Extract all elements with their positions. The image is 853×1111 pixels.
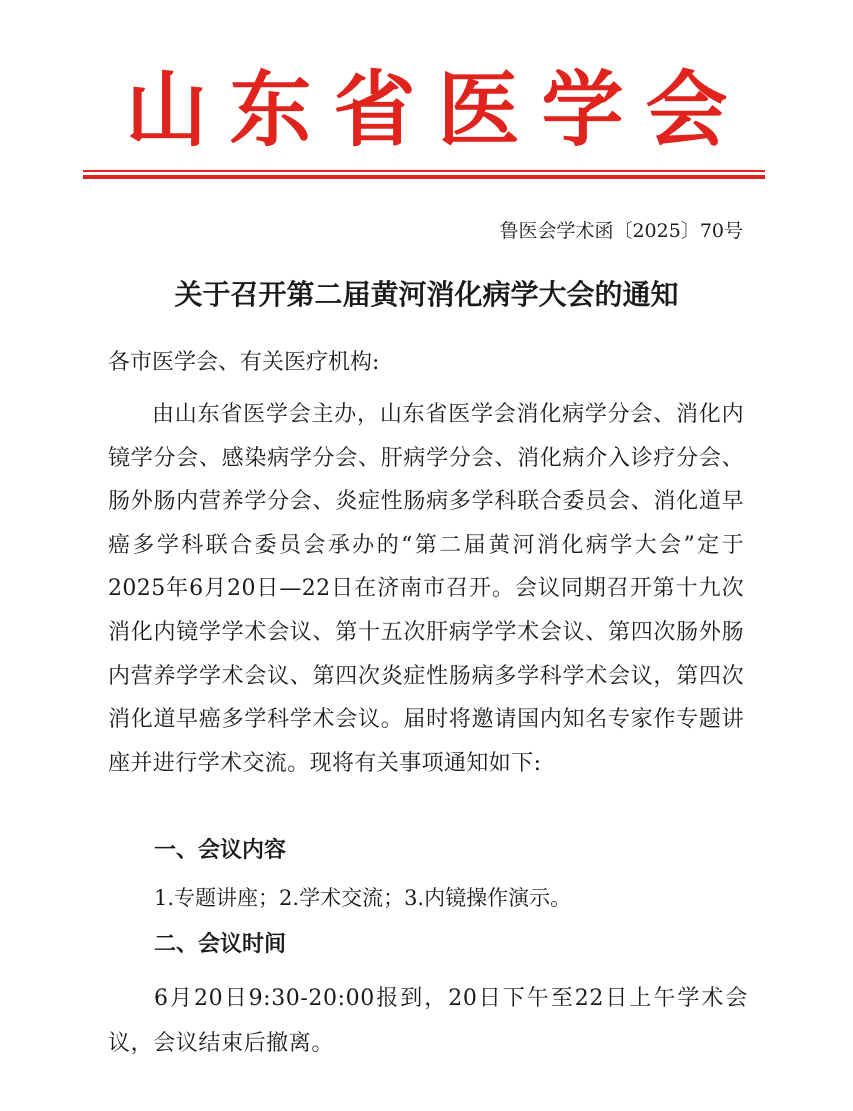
letterhead-org-name: 山东省医学会 (125, 62, 750, 158)
meeting-content-text: 1.专题讲座；2.学术交流；3.内镜操作演示。 (154, 886, 572, 910)
letterhead-divider-thin (83, 170, 765, 172)
salutation: 各市医学会、有关医疗机构: (108, 350, 380, 375)
body-paragraph: 由山东省医学会主办，山东省医学会消化病学分会、消化内镜学分会、感染病学分会、肝病学分会、消化病介入诊疗分会、肠外肠内营养学分会、炎症性肠病多学科联合委员会、消化道早癌多学科联合委员会承办的“第二届黄河消化病学大会”定于2025年6月20日—22日在济南市召开。会议同期召开第十九次消化内镜学学术会议、第十五次肝病学学术会议、第四次肠外肠内营养学学术会议、第四次炎症性肠病多学科学术会议，第四次消化道早癌多学科学术会议。届时将邀请国内知名专家作专题讲座并进行学术交流。现将有关事项通知如下: (108, 402, 744, 776)
meeting-time-text: 6月20日9:30-20:00报到，20日下午至22日上午学术会议，会议结束后撤离。 (108, 986, 748, 1056)
letterhead-divider-thick (83, 175, 765, 179)
document-number: 鲁医会学术函〔2025〕70号 (499, 220, 743, 242)
document-title: 关于召开第二届黄河消化病学大会的通知 (174, 278, 679, 311)
section-heading-meeting-content: 一、会议内容 (154, 838, 287, 863)
section-heading-meeting-time: 二、会议时间 (154, 932, 287, 957)
